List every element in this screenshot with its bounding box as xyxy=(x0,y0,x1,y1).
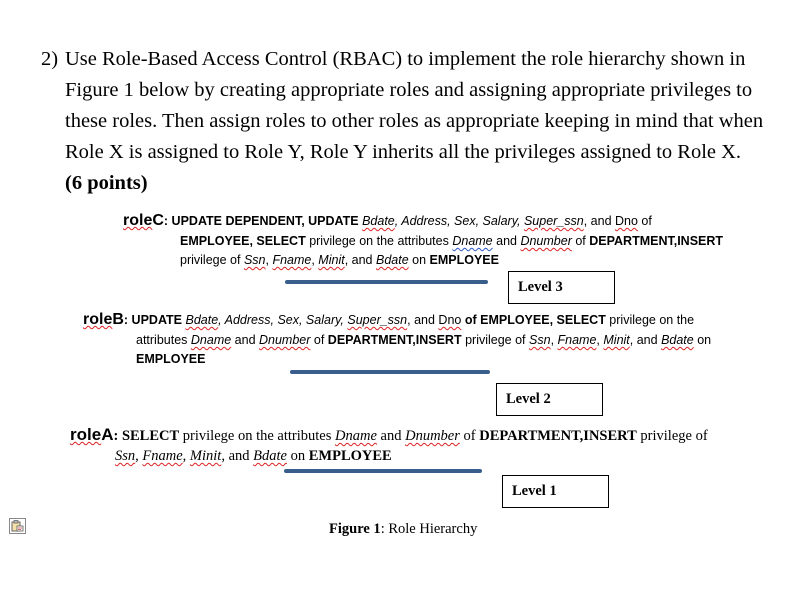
level-3-box: Level 3 xyxy=(508,271,615,304)
figure-caption: Figure 1: Role Hierarchy xyxy=(329,521,478,537)
role-a-name: roleA xyxy=(70,425,114,444)
question-points: (6 points) xyxy=(65,172,148,194)
level-1-stroke xyxy=(284,469,482,473)
level-2-box: Level 2 xyxy=(496,383,603,416)
question-paragraph xyxy=(41,44,793,199)
paste-options-icon[interactable] xyxy=(9,518,26,534)
level-1-box: Level 1 xyxy=(502,475,609,508)
level-3-stroke xyxy=(285,280,488,284)
role-b-name: roleB xyxy=(83,311,124,328)
question-number: 2) xyxy=(41,48,59,70)
role-b-block: roleB: UPDATE Bdate, Address, Sex, Salary, Super_ssn, and Dno of EMPLOYEE, SELECT privilege on the attributes Dname and Dnumber of DEPARTMENT,INSERT privilege of Ssn, Fname, Minit, and Bdate on EMPLOYEE xyxy=(83,311,712,366)
level-2-stroke xyxy=(290,370,490,374)
role-c-name: roleC xyxy=(123,212,164,229)
role-a-block: roleA: SELECT privilege on the attributes Dname and Dnumber of DEPARTMENT,INSERT privilege of Ssn, Fname, Minit, and Bdate on EMPLOYEE xyxy=(70,425,708,464)
question-text: Use Role-Based Access Control (RBAC) to implement the role hierarchy shown in Figure 1 below by creating appropriate roles and assigning appropriate privileges to these roles. Then assign roles to other roles as appropriate keeping in mind that when Role X is assigned to Role Y, Role Y inherits all the privileges assigned to Role X. xyxy=(65,48,764,163)
role-c-block: roleC: UPDATE DEPENDENT, UPDATE Bdate, Address, Sex, Salary, Super_ssn, and Dno of EMPLOYEE, SELECT privilege on the attributes Dname and Dnumber of DEPARTMENT,INSERT privilege of Ssn, Fname, Minit, and Bdate on EMPLOYEE xyxy=(123,212,724,267)
